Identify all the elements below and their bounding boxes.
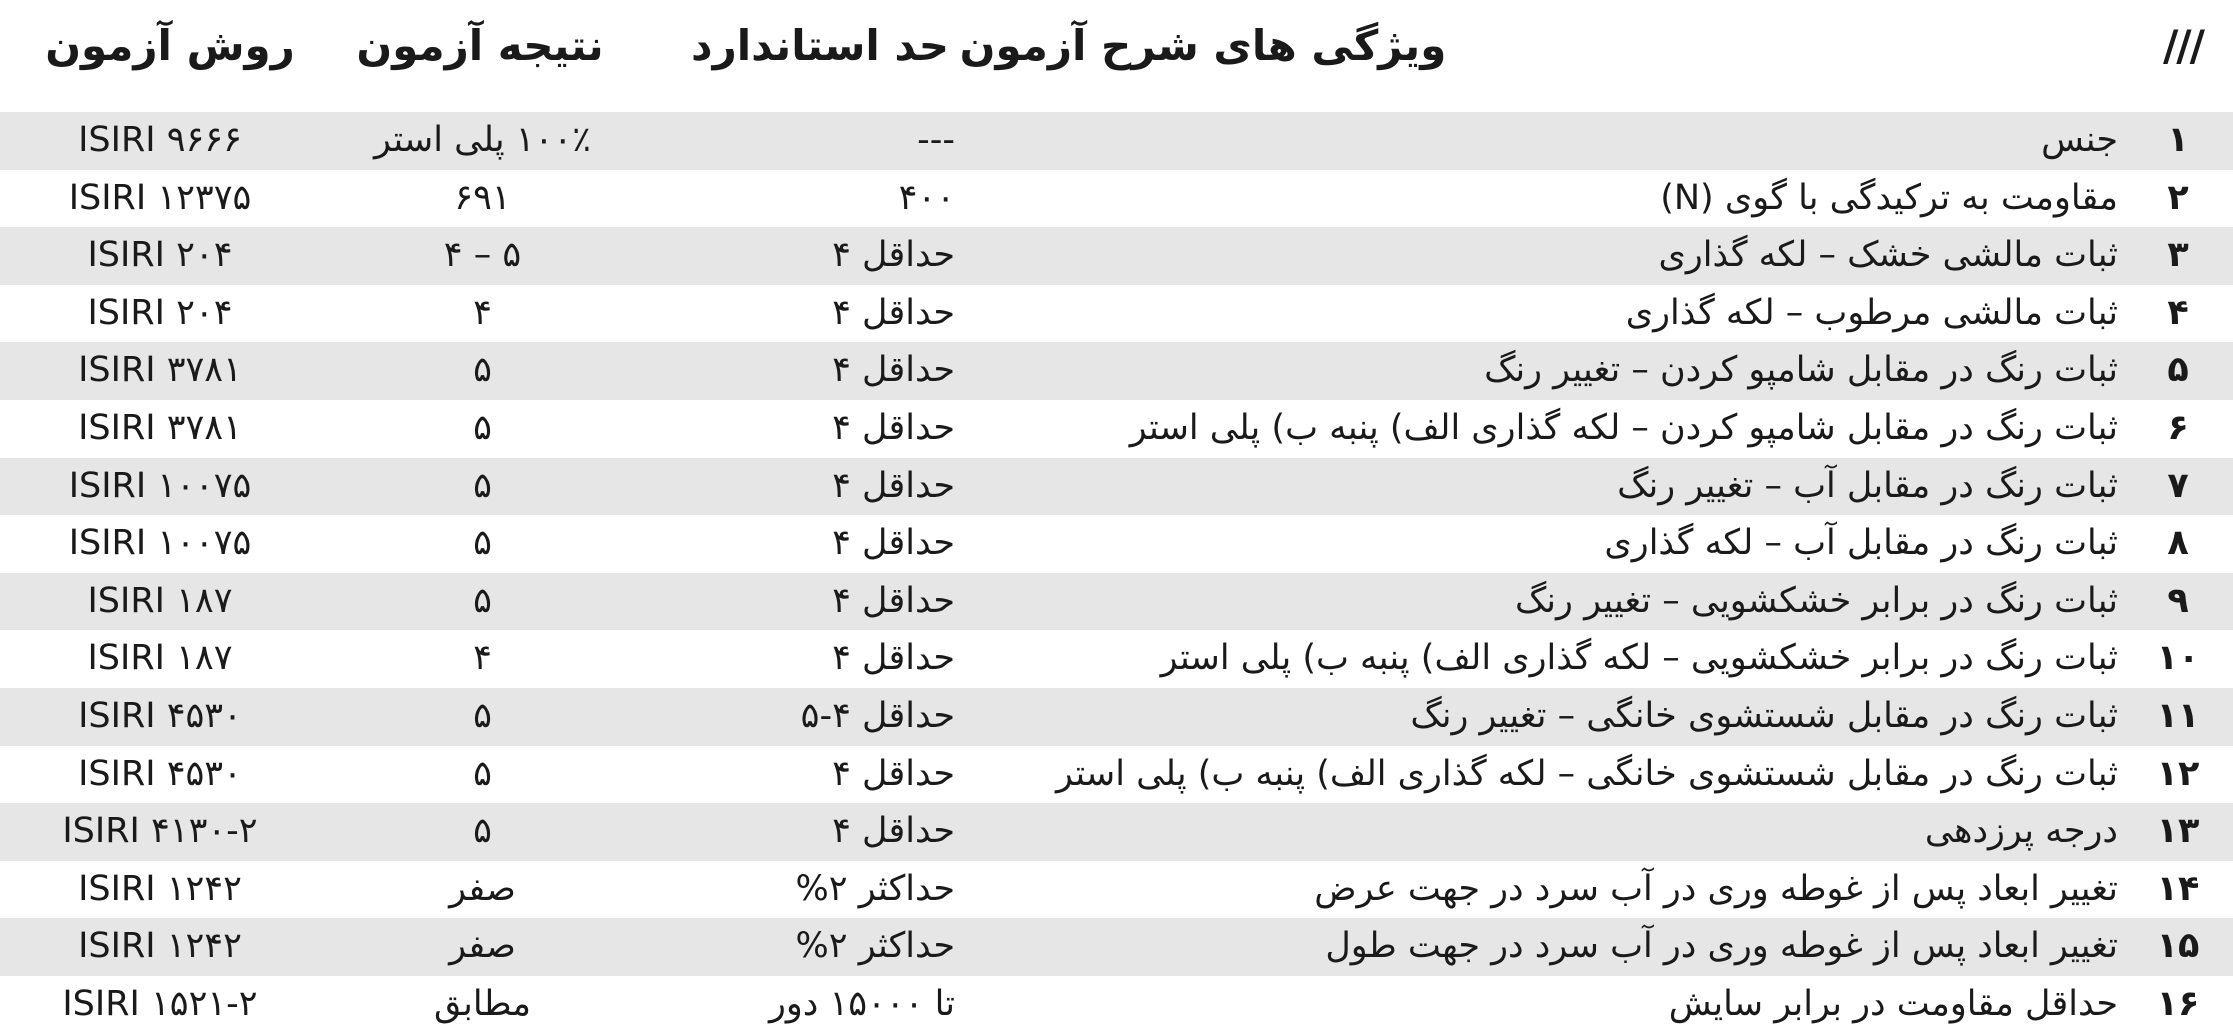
row-standard-limit: حداقل ۴ (832, 292, 955, 333)
row-standard-limit: حداکثر ۲% (795, 868, 955, 909)
row-method: ISIRI ۱۲۴۲ (78, 926, 242, 967)
row-method: ISIRI ۳۷۸۱ (78, 407, 242, 448)
row-result: ۱۰۰٪ پلی استر (374, 120, 591, 160)
row-number: ۵ (2167, 350, 2189, 391)
table-row (0, 573, 2233, 631)
row-method: ISIRI ۱۰۰۷۵ (68, 523, 252, 564)
table-row (0, 342, 2233, 400)
row-result: ۶۹۱ (454, 177, 511, 218)
table-row (0, 515, 2233, 573)
row-description: ثبات مالشی مرطوب – لکه گذاری (1625, 292, 2118, 333)
table-row (0, 170, 2233, 228)
row-result: ۵ (473, 811, 492, 852)
row-number: ۲ (2167, 177, 2189, 218)
row-result: ۵ (473, 407, 492, 448)
row-standard-limit: تا ۱۵۰۰۰ دور (768, 983, 955, 1024)
table-row (0, 861, 2233, 919)
row-description: ثبات رنگ در مقابل آب – لکه گذاری (1604, 523, 2118, 564)
header-description: ویژگی های شرح آزمون (959, 21, 1447, 70)
row-number: ۹ (2167, 580, 2189, 621)
row-description: جنس (2041, 120, 2118, 160)
row-result: ۴ (473, 292, 492, 333)
table-row (0, 803, 2233, 861)
row-description: تغییر ابعاد پس از غوطه وری در آب سرد در جهت طول (1325, 926, 2118, 967)
row-standard-limit: حداقل ۴-۵ (800, 695, 955, 736)
row-method: ISIRI ۳۷۸۱ (78, 350, 242, 391)
row-number: ۱۵ (2156, 926, 2200, 967)
row-method: ISIRI ۲۰۴ (87, 235, 233, 276)
row-standard-limit: حداقل ۴ (832, 235, 955, 276)
row-method: ISIRI ۴۵۳۰ (78, 695, 242, 736)
row-description: ثبات رنگ در مقابل شامپو کردن – لکه گذاری الف) پنبه ب) پلی استر (1129, 407, 2118, 448)
row-number: ۱۱ (2156, 695, 2200, 736)
row-number: ۸ (2167, 523, 2189, 564)
table-row (0, 285, 2233, 343)
row-description: ثبات رنگ در برابر خشکشویی – لکه گذاری الف) پنبه ب) پلی استر (1160, 638, 2118, 679)
table-row (0, 112, 2233, 170)
row-number: ۱۶ (2156, 983, 2200, 1024)
row-result: ۵ (473, 580, 492, 621)
row-method: ISIRI ۲۰۴ (87, 292, 233, 333)
row-description: ثبات رنگ در مقابل شستشوی خانگی – تغییر رنگ (1410, 695, 2118, 736)
row-description: تغییر ابعاد پس از غوطه وری در آب سرد در جهت عرض (1314, 868, 2118, 909)
row-method: ISIRI ۱۲۳۷۵ (68, 177, 252, 218)
row-result: ۵ (473, 465, 492, 506)
table-row (0, 918, 2233, 976)
table-body (0, 112, 2233, 1034)
row-result: ۴ (473, 638, 492, 679)
header-standard-limit: حد استاندارد (691, 21, 949, 70)
row-result: ۵ (473, 695, 492, 736)
row-number: ۱۲ (2156, 753, 2200, 794)
row-result: صفر (449, 868, 516, 909)
row-standard-limit: حداقل ۴ (832, 350, 955, 391)
row-method: ISIRI ۹۶۶۶ (78, 120, 242, 160)
row-description: ثبات مالشی خشک – لکه گذاری (1658, 235, 2118, 276)
row-description: ثبات رنگ در مقابل شستشوی خانگی – لکه گذاری الف) پنبه ب) پلی استر (1056, 753, 2118, 794)
table-row (0, 976, 2233, 1034)
row-standard-limit: حداقل ۴ (832, 638, 955, 679)
row-number: ۶ (2167, 407, 2189, 448)
header-row-number: /// (2162, 21, 2203, 70)
row-standard-limit: حداقل ۴ (832, 523, 955, 564)
row-result: ۵ – ۴ (443, 235, 522, 276)
row-standard-limit: --- (917, 120, 955, 160)
row-description: مقاومت به ترکیدگی با گوی (N) (1660, 177, 2118, 218)
table-row (0, 400, 2233, 458)
table-row (0, 746, 2233, 804)
table-row (0, 630, 2233, 688)
row-description: درجه پرزدهی (1924, 811, 2118, 852)
row-number: ۱ (2167, 120, 2189, 160)
row-standard-limit: حداقل ۴ (832, 811, 955, 852)
row-number: ۴ (2167, 292, 2189, 333)
row-method: ISIRI ۱۲۴۲ (78, 868, 242, 909)
row-method: ISIRI ۱۸۷ (87, 580, 233, 621)
row-number: ۱۴ (2156, 868, 2200, 909)
row-result: ۵ (473, 523, 492, 564)
row-number: ۳ (2167, 235, 2189, 276)
row-method: ISIRI ۴۵۳۰ (78, 753, 242, 794)
row-standard-limit: حداقل ۴ (832, 753, 955, 794)
table-row (0, 688, 2233, 746)
header-result: نتیجه آزمون (356, 21, 604, 70)
row-standard-limit: ۴۰۰ (898, 177, 955, 218)
row-description: حداقل مقاومت در برابر سایش (1668, 983, 2118, 1024)
row-description: ثبات رنگ در مقابل آب – تغییر رنگ (1617, 465, 2118, 506)
row-number: ۱۳ (2156, 811, 2200, 852)
row-description: ثبات رنگ در برابر خشکشویی – تغییر رنگ (1514, 580, 2118, 621)
row-standard-limit: حداکثر ۲% (795, 926, 955, 967)
row-description: ثبات رنگ در مقابل شامپو کردن – تغییر رنگ (1484, 350, 2118, 391)
table-row (0, 458, 2233, 516)
row-result: ۵ (473, 753, 492, 794)
row-method: ISIRI ۱۸۷ (87, 638, 233, 679)
table-header (0, 0, 2233, 92)
row-result: ۵ (473, 350, 492, 391)
row-result: صفر (449, 926, 516, 967)
table-row (0, 227, 2233, 285)
row-standard-limit: حداقل ۴ (832, 465, 955, 506)
row-method: ISIRI ۴۱۳۰-۲ (62, 811, 258, 852)
row-standard-limit: حداقل ۴ (832, 407, 955, 448)
row-method: ISIRI ۱۵۲۱-۲ (62, 983, 258, 1024)
row-standard-limit: حداقل ۴ (832, 580, 955, 621)
header-method: روش آزمون (45, 21, 295, 70)
row-number: ۱۰ (2156, 638, 2200, 679)
row-number: ۷ (2167, 465, 2189, 506)
row-result: مطابق (433, 983, 532, 1024)
row-method: ISIRI ۱۰۰۷۵ (68, 465, 252, 506)
